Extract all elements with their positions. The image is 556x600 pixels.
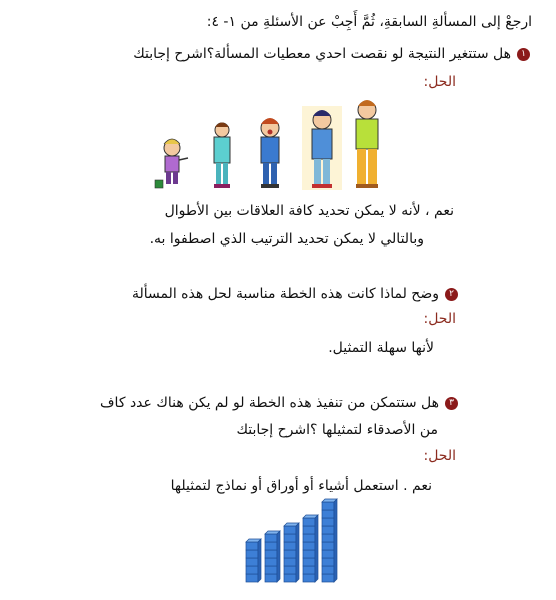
cube [322,550,334,558]
cube [303,558,315,566]
cube [246,566,258,574]
cube [265,574,277,582]
answer-3-line-1: نعم . استعمل أشياء أو أوراق أو نماذج لتمثيلها [170,478,432,494]
cube [284,574,296,582]
child-figure [214,123,230,189]
cube [303,574,315,582]
cube-towers-illustration [243,498,343,590]
cube [246,574,258,582]
cube [246,558,258,566]
cube [265,550,277,558]
cube [265,542,277,550]
cube [284,558,296,566]
cube [322,510,334,518]
cube [265,566,277,574]
cube [303,550,315,558]
cube [322,558,334,566]
question-number-1: ١ [517,48,530,61]
cube [265,534,277,542]
intro-instruction: ارجعْ إلى المسألةِ السابقةِ، ثُمَّ أَجِبْ عن الأسئلةِ من ١- ٤: [206,14,532,30]
question-2-text: وضح لماذا كانت هذه الخطة مناسبة لحل هذه المسألة [131,286,439,302]
cube-side [334,499,337,582]
cube-side [315,515,318,582]
question-2 [132,284,458,304]
cube [246,542,258,550]
child-figure [302,106,342,190]
cube [303,518,315,526]
cube [322,574,334,582]
cube [246,550,258,558]
cube-side [277,531,280,582]
cube [284,566,296,574]
cube [322,566,334,574]
answer-1-line-2: وبالتالي لا يمكن تحديد الترتيب الذي اصطفوا به. [149,231,424,247]
cube [322,542,334,550]
solution-label-2: الحل: [423,311,456,327]
cube [322,534,334,542]
cube [322,518,334,526]
cube [284,526,296,534]
answer-2-line-1: لأنها سهلة التمثيل. [328,340,434,356]
children-illustration [152,100,392,192]
question-3-text-line-2: من الأصدقاء لتمثيلها ؟اشرح إجابتك [236,422,438,438]
cube [265,558,277,566]
cube [322,526,334,534]
solution-label-1: الحل: [423,74,456,90]
cube [303,566,315,574]
cube [322,502,334,510]
solution-label-3: الحل: [423,448,456,464]
cube [303,526,315,534]
question-3-text-line-1: هل ستتمكن من تنفيذ هذه الخطة لو لم يكن هناك عدد كاف [100,395,439,411]
answer-1-line-1: نعم ، لأنه لا يمكن تحديد كافة العلاقات بين الأطوال [164,203,454,219]
question-1 [133,44,530,64]
cube [284,534,296,542]
cube-side [258,539,261,582]
cube [303,534,315,542]
child-figure [356,100,378,188]
question-3 [100,393,458,413]
child-figure [155,139,188,188]
question-number-2: ٢ [445,288,458,301]
cube [303,542,315,550]
question-number-3: ٣ [445,397,458,410]
cube-side [296,523,299,582]
cube [284,550,296,558]
child-figure [261,118,279,188]
cube [284,542,296,550]
question-1-text: هل ستتغير النتيجة لو نقصت احدي معطيات المسألة؟اشرح إجابتك [133,46,511,62]
